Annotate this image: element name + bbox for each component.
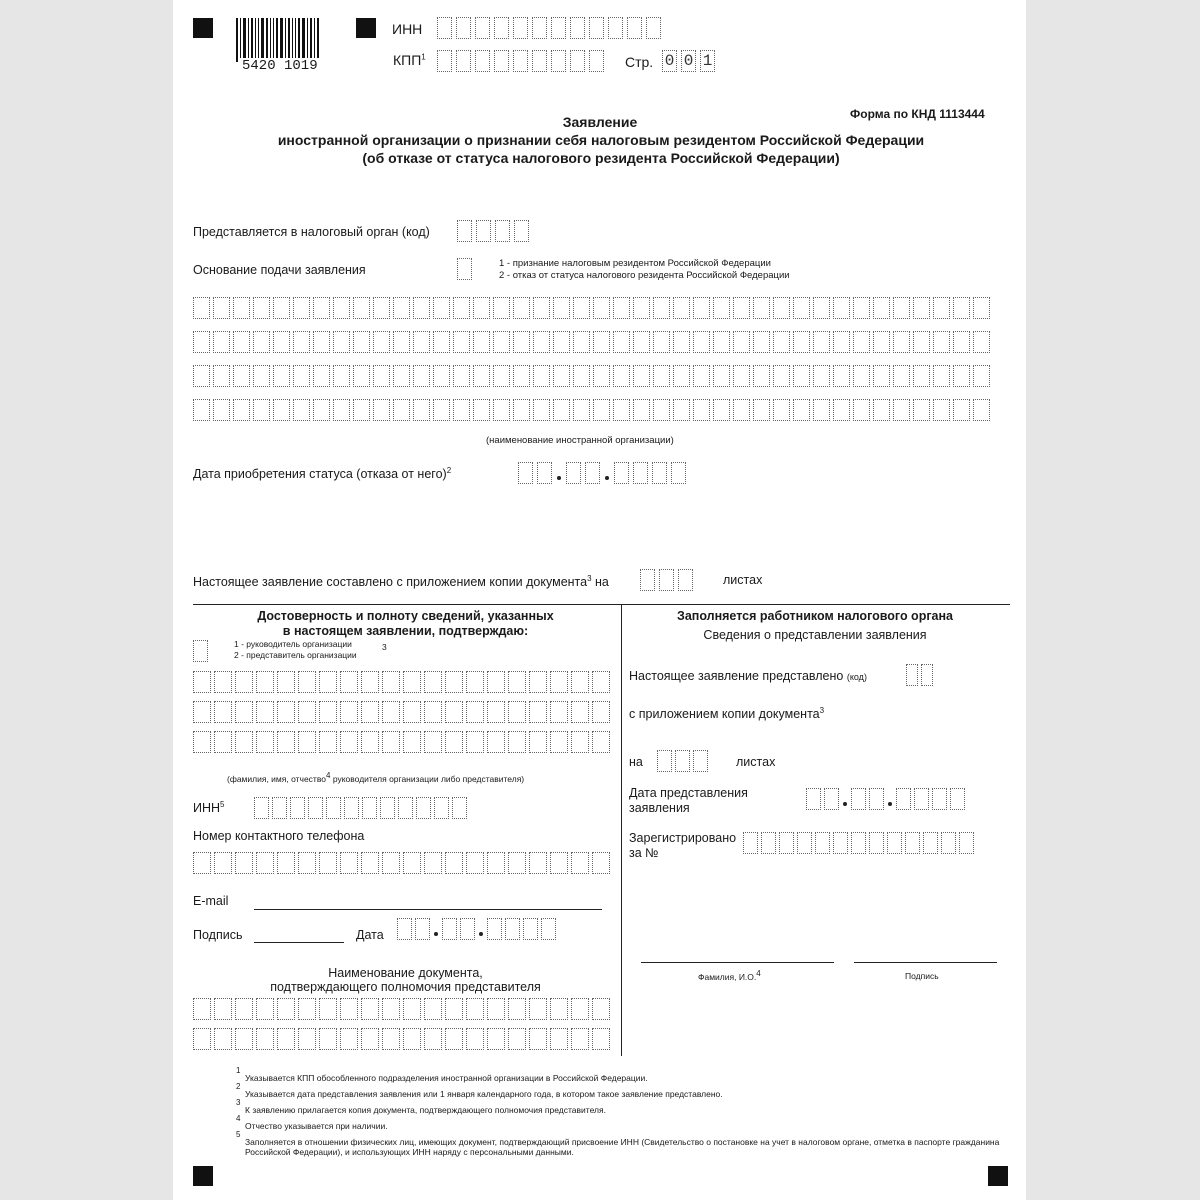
form-code: Форма по КНД 1113444 [850, 107, 985, 121]
officer-sheets-label: листах [736, 755, 776, 769]
email-label: E-mail [193, 894, 229, 908]
tax-officer-subheading: Сведения о представлении заявления [703, 628, 927, 642]
signer-option-sup: 3 [382, 642, 387, 652]
officer-signature-line[interactable] [854, 962, 997, 963]
registration-number-cells[interactable] [743, 832, 974, 854]
sign-date-label: Дата [356, 928, 384, 942]
footnote-3: К заявлению прилагается копия документа, подтверждающего полномочия представителя. [245, 1105, 606, 1115]
signer-inn-label: ИНН$^5$ [193, 800, 225, 816]
status-date-cells[interactable] [518, 462, 686, 484]
title-line3: (об отказе от статуса налогового резидента Российской Федерации) [362, 150, 840, 166]
officer-attachment-label: с приложением копии документа$^3$ [629, 706, 825, 722]
footnote-4: Отчество указывается при наличии. [245, 1121, 388, 1131]
submission-date-cells[interactable] [806, 788, 965, 810]
attachment-label: Настоящее заявление составлено с приложением копии документа$^3$ на [193, 574, 609, 590]
footnote-5: Заполняется в отношении физических лиц, имеющих документ, подтверждающий присвоение ИНН (Свидетельство о постановке на учет в налоговом органе, отметка в паспорте гражданина Российской Федерации), и использующих ИНН наряду с персональными данными. [245, 1137, 1000, 1157]
section-divider-horizontal [193, 604, 1010, 605]
confirm-heading-line2: в настоящем заявлении, подтверждаю: [282, 624, 529, 638]
corner-marker-bottom-right [988, 1166, 1008, 1186]
inn-label: ИНН [392, 21, 423, 37]
sign-date-cells[interactable] [397, 918, 556, 940]
signer-inn-cells[interactable] [254, 797, 467, 819]
org-name-caption: (наименование иностранной организации) [486, 435, 674, 446]
signer-fio-grid[interactable] [193, 671, 610, 753]
org-name-grid[interactable] [193, 297, 990, 421]
footnote-2: Указывается дата представления заявления или 1 января календарного года, в котором такое заявление представлено. [245, 1089, 723, 1099]
footnote-1: Указывается КПП обособленного подразделения иностранной организации в Российской Федерации. [245, 1073, 648, 1083]
tax-authority-code-cells[interactable] [457, 220, 529, 242]
status-date-label: Дата приобретения статуса (отказа от него)$^2$ [193, 466, 452, 482]
officer-fio-line[interactable] [641, 962, 834, 963]
officer-on-label: на [629, 755, 643, 769]
basis-option-2: 2 - отказ от статуса налогового резидента Российской Федерации [499, 270, 790, 281]
basis-option-1: 1 - признание налоговым резидентом Российской Федерации [499, 258, 771, 269]
kpp-cells[interactable] [437, 50, 604, 72]
page-label: Стр. [625, 54, 654, 70]
barcode-number: 5420 1019 [242, 58, 318, 74]
signature-line[interactable] [254, 942, 344, 943]
authority-doc-grid[interactable] [193, 998, 610, 1050]
signer-option-1: 1 - руководитель организации [234, 639, 352, 649]
page-number-cells: 0 0 1 [662, 50, 715, 72]
submission-date-label-1: Дата представления [629, 786, 748, 800]
tax-officer-heading: Заполняется работником налогового органа [676, 609, 953, 623]
footnote-num-5: 5 [236, 1130, 241, 1139]
authority-doc-heading-2: подтверждающего полномочия представителя [270, 980, 541, 994]
corner-marker-top-left [193, 18, 213, 38]
corner-marker-top-mid [356, 18, 376, 38]
officer-fio-caption: Фамилия, И.О.4 [698, 969, 761, 982]
corner-marker-bottom-left [193, 1166, 213, 1186]
basis-label: Основание подачи заявления [193, 263, 366, 277]
footnote-num-4: 4 [236, 1114, 241, 1123]
submission-date-label-2: заявления [629, 801, 690, 815]
tax-authority-label: Представляется в налоговый орган (код) [193, 225, 430, 239]
authority-doc-heading-1: Наименование документа, [328, 966, 483, 980]
registered-label-1: Зарегистрировано [629, 831, 737, 845]
submitted-label: Настоящее заявление представлено (код) [629, 669, 867, 683]
officer-sheets-cells[interactable] [657, 750, 708, 772]
officer-signature-caption: Подпись [905, 971, 939, 981]
phone-cells[interactable] [193, 852, 610, 874]
attachment-sheets-cells[interactable] [640, 569, 693, 591]
signature-label: Подпись [193, 928, 243, 942]
signer-type-cell[interactable] [193, 640, 208, 662]
inn-cells[interactable] [437, 17, 661, 39]
barcode [236, 14, 321, 62]
footnote-num-2: 2 [236, 1082, 241, 1091]
kpp-label: КПП$^1$ [393, 52, 426, 68]
section-divider-vertical [621, 604, 622, 1056]
confirm-heading-line1: Достоверность и полноту сведений, указанных [257, 609, 554, 623]
title-line2: иностранной организации о признании себя налоговым резидентом Российской Федерации [277, 132, 925, 148]
attachment-sheets-label: листах [723, 573, 763, 587]
signer-option-2: 2 - представитель организации [234, 650, 357, 660]
email-line[interactable] [254, 909, 602, 910]
basis-cell[interactable] [457, 258, 472, 280]
registered-label-2: за № [629, 846, 659, 860]
footnote-num-3: 3 [236, 1098, 241, 1107]
footnote-num-1: 1 [236, 1066, 241, 1075]
title-line1: Заявление [562, 114, 638, 130]
phone-label: Номер контактного телефона [193, 829, 365, 843]
submitted-code-cells[interactable] [906, 664, 933, 686]
signer-fio-caption: (фамилия, имя, отчество4 руководителя организации либо представителя) [227, 771, 525, 784]
